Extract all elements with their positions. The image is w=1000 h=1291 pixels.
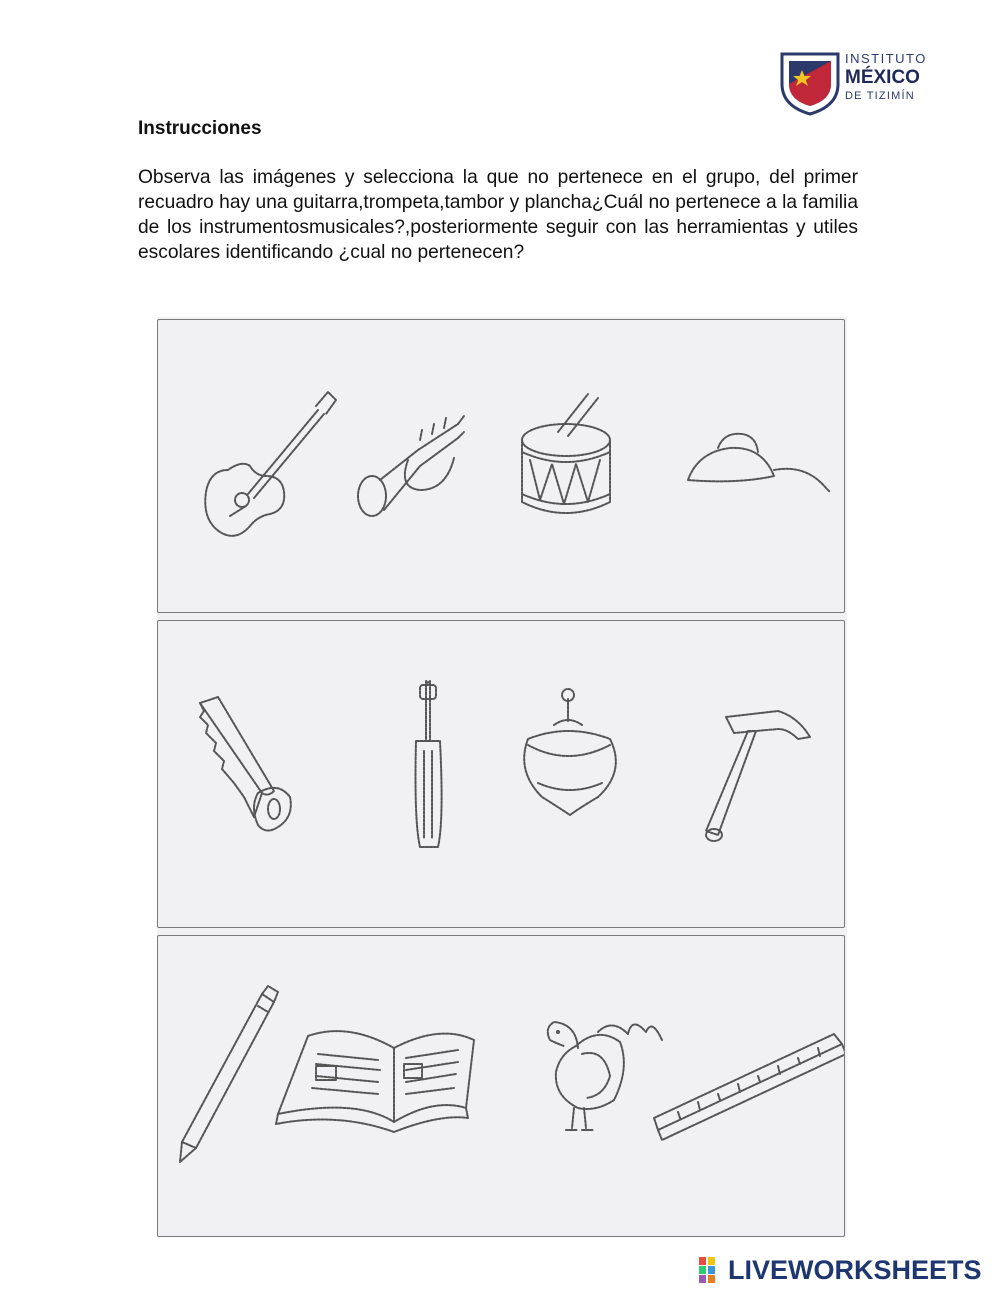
turkey-icon[interactable]: [548, 1022, 662, 1130]
shield-emblem-icon: [778, 48, 842, 116]
instructions-heading: Instrucciones: [138, 118, 262, 139]
logo-line-3: DE TIZIMÍN: [845, 90, 915, 102]
guitar-icon[interactable]: [205, 392, 336, 536]
drum-icon[interactable]: [522, 394, 610, 513]
worksheet-row-school-supplies: [157, 935, 845, 1237]
brand-name: LIVEWORKSHEETS: [728, 1255, 982, 1285]
logo-line-2: MÉXICO: [845, 67, 920, 88]
trumpet-icon[interactable]: [358, 416, 464, 516]
worksheet-row-tools: [157, 620, 845, 928]
worksheet-row-instruments: [157, 319, 845, 613]
iron-icon[interactable]: [688, 434, 830, 492]
liveworksheets-logo-icon: [698, 1255, 724, 1285]
screwdriver-icon[interactable]: [416, 681, 442, 847]
worksheet-scan: [157, 317, 847, 1237]
pencil-icon[interactable]: [180, 986, 278, 1162]
logo-line-1: INSTITUTO: [845, 51, 927, 66]
instructions-text: Observa las imágenes y selecciona la que no pertenece en el grupo, del primer recuadro hay una guitarra,trompeta,tambor y plancha¿Cuál no pertenece a la familia de los instrumentosmusicales?,posteriormente seguir con las herramientas y utiles escolares identificando ¿cual no pertenecen?: [138, 167, 858, 263]
ruler-icon[interactable]: [654, 1034, 844, 1140]
spinning-top-icon[interactable]: [524, 689, 616, 815]
book-icon[interactable]: [276, 1031, 474, 1132]
hammer-icon[interactable]: [706, 711, 810, 841]
saw-icon[interactable]: [200, 697, 291, 831]
liveworksheets-brand: [698, 1255, 998, 1285]
school-logo: [778, 48, 938, 116]
